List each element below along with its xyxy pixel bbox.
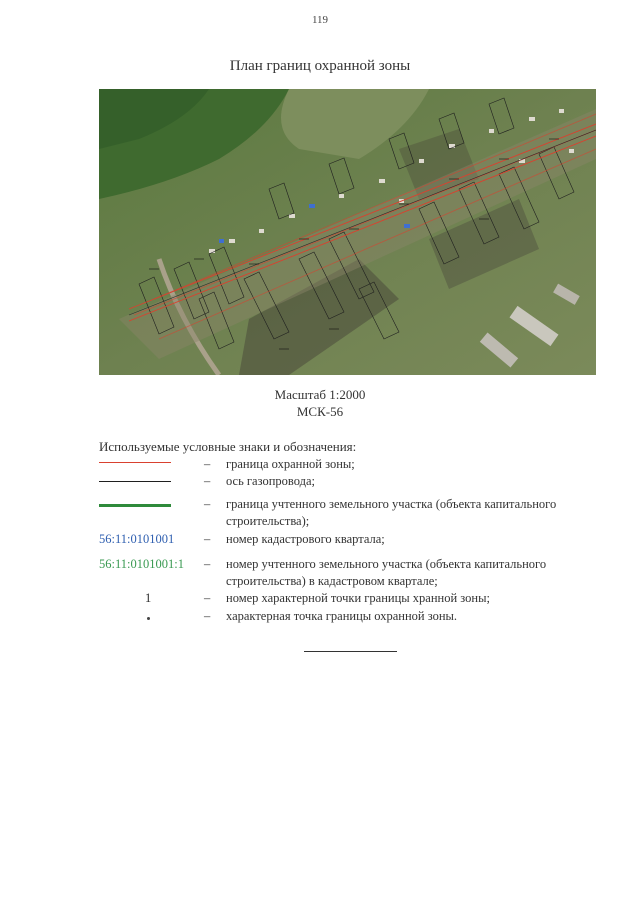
page-title: План границ охранной зоны [229,58,411,74]
map-scale [0,386,640,420]
legend-heading: Используемые условные знаки и обозначения: [99,439,357,454]
scale-text: Масштаб 1:2000 [274,387,366,402]
point-number-symbol: 1 [145,591,152,605]
page-number: 119 [311,14,329,26]
legend-dash: – [204,474,211,488]
legend-dash: – [204,457,211,471]
satellite-map [99,89,596,375]
legend-text: характерная точка границы охранной зоны. [226,609,458,623]
legend-dash: – [204,591,211,605]
signature-line [304,651,397,652]
legend-text: номер кадастрового квартала; [226,532,385,546]
legend-text: ось газопровода; [226,474,316,488]
coordinate-system: МСК-56 [296,404,344,419]
legend-text: граница учтенного земельного участка (объекта капитального строительства); [226,497,557,528]
legend-text: граница охранной зоны; [226,457,355,471]
legend-symbol-parcel-number: 56:11:0101001:1 [99,557,184,571]
legend-text: номер характерной точки границы хранной зоны; [226,591,490,605]
legend-dash: – [204,609,211,623]
dot-icon [147,617,150,620]
legend-dash: – [204,497,211,511]
legend-text: номер учтенного земельного участка (объекта капитального строительства) в кадастровом квартале; [226,557,547,588]
legend-symbol-quarter-number: 56:11:0101001 [99,532,175,546]
legend-dash: – [204,532,211,546]
legend-dash: – [204,557,211,571]
